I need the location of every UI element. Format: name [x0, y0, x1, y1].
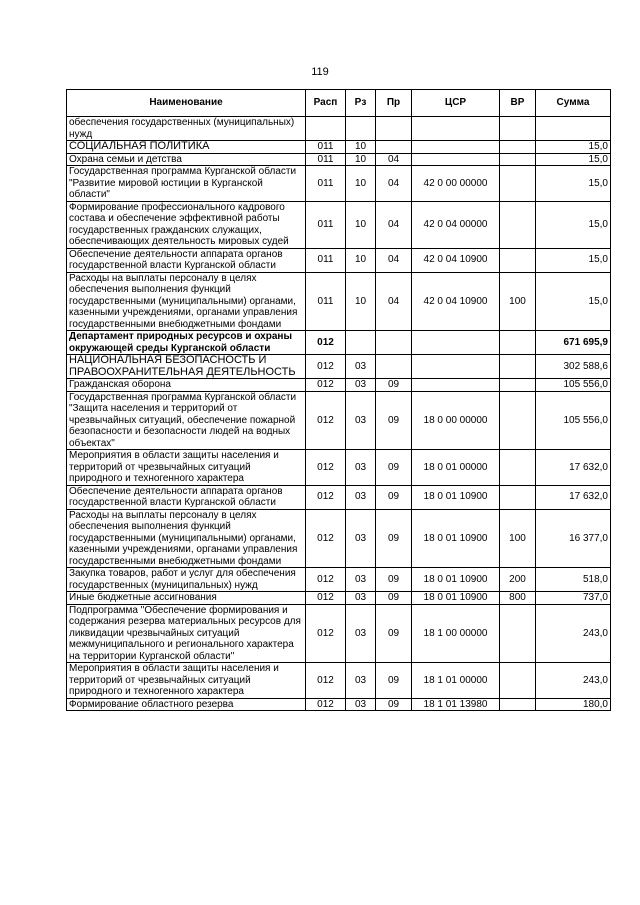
table-cell-rz: 03 — [346, 568, 376, 592]
table-cell-csr — [412, 379, 500, 392]
table-cell-sum: 17 632,0 — [536, 485, 611, 509]
table-cell-name: Обеспечение деятельности аппарата органов государственной власти Курганской области — [67, 485, 306, 509]
table-cell-csr — [412, 153, 500, 166]
table-cell-sum: 243,0 — [536, 604, 611, 663]
table-cell-sum: 15,0 — [536, 141, 611, 154]
table-cell-name: обеспечения государственных (муниципальных) нужд — [67, 117, 306, 141]
table-cell-rz: 03 — [346, 509, 376, 568]
table-cell-csr: 18 0 01 00000 — [412, 450, 500, 486]
table-cell-vr — [500, 391, 536, 450]
column-header-name: Наименование — [67, 90, 306, 117]
table-row — [67, 141, 611, 154]
table-cell-rz — [346, 331, 376, 355]
column-header-csr: ЦСР — [412, 90, 500, 117]
table-cell-rasp: 012 — [306, 331, 346, 355]
table-cell-rasp: 012 — [306, 604, 346, 663]
table-cell-csr: 42 0 04 10900 — [412, 272, 500, 331]
table-cell-sum: 15,0 — [536, 201, 611, 248]
table-cell-rasp — [306, 117, 346, 141]
table-row — [67, 153, 611, 166]
table-cell-pr: 09 — [376, 391, 412, 450]
table-cell-vr — [500, 166, 536, 202]
table-cell-sum: 17 632,0 — [536, 450, 611, 486]
table-row — [67, 663, 611, 699]
table-row — [67, 509, 611, 568]
table-cell-sum: 16 377,0 — [536, 509, 611, 568]
table-cell-rz — [346, 117, 376, 141]
table-cell-sum: 15,0 — [536, 272, 611, 331]
table-row — [67, 117, 611, 141]
table-cell-csr: 18 0 01 10900 — [412, 568, 500, 592]
table-row — [67, 272, 611, 331]
table-cell-rz: 03 — [346, 450, 376, 486]
table-cell-pr — [376, 141, 412, 154]
table-cell-rasp: 011 — [306, 272, 346, 331]
table-cell-name: Охрана семьи и детства — [67, 153, 306, 166]
table-cell-name: Государственная программа Курганской области "Развитие мировой юстиции в Курганской области" — [67, 166, 306, 202]
table-cell-rasp: 012 — [306, 379, 346, 392]
table-cell-sum: 243,0 — [536, 663, 611, 699]
table-cell-rasp: 012 — [306, 698, 346, 711]
table-cell-vr: 100 — [500, 272, 536, 331]
table-cell-pr — [376, 355, 412, 379]
table-cell-name: НАЦИОНАЛЬНАЯ БЕЗОПАСНОСТЬ И ПРАВООХРАНИТЕЛЬНАЯ ДЕЯТЕЛЬНОСТЬ — [67, 355, 306, 379]
table-row — [67, 450, 611, 486]
table-cell-vr — [500, 201, 536, 248]
table-cell-rz: 03 — [346, 604, 376, 663]
table-cell-csr: 18 0 01 10900 — [412, 509, 500, 568]
table-cell-rasp: 012 — [306, 509, 346, 568]
table-cell-csr: 18 1 00 00000 — [412, 604, 500, 663]
table-cell-pr: 09 — [376, 450, 412, 486]
table-cell-pr: 04 — [376, 166, 412, 202]
table-cell-rasp: 011 — [306, 201, 346, 248]
table-cell-rasp: 012 — [306, 592, 346, 605]
table-cell-rasp: 012 — [306, 450, 346, 486]
table-cell-pr: 04 — [376, 153, 412, 166]
table-cell-rasp: 012 — [306, 568, 346, 592]
table-header-row — [67, 90, 611, 117]
table-cell-rz: 10 — [346, 153, 376, 166]
table-cell-pr: 09 — [376, 663, 412, 699]
table-cell-sum: 105 556,0 — [536, 391, 611, 450]
table-cell-rasp: 011 — [306, 153, 346, 166]
table-cell-vr — [500, 117, 536, 141]
table-cell-sum: 671 695,9 — [536, 331, 611, 355]
table-cell-rz: 10 — [346, 201, 376, 248]
table-cell-sum: 15,0 — [536, 166, 611, 202]
column-header-rasp: Расп — [306, 90, 346, 117]
table-cell-vr: 100 — [500, 509, 536, 568]
table-cell-vr — [500, 604, 536, 663]
table-cell-csr: 18 1 01 13980 — [412, 698, 500, 711]
table-cell-vr: 200 — [500, 568, 536, 592]
table-cell-pr: 09 — [376, 509, 412, 568]
table-cell-rz: 03 — [346, 485, 376, 509]
table-cell-pr — [376, 117, 412, 141]
table-cell-vr — [500, 248, 536, 272]
table-cell-rasp: 012 — [306, 391, 346, 450]
table-cell-name: Формирование областного резерва — [67, 698, 306, 711]
table-cell-name: Формирование профессионального кадрового состава и обеспечение эффективной работы государственных гражданских служащих, обеспечивающих деятельность мировых судей — [67, 201, 306, 248]
budget-table — [66, 89, 611, 711]
table-cell-csr: 18 1 01 00000 — [412, 663, 500, 699]
table-row — [67, 698, 611, 711]
table-cell-rasp: 011 — [306, 248, 346, 272]
table-cell-csr — [412, 331, 500, 355]
table-cell-name: Государственная программа Курганской области "Защита населения и территорий от чрезвычайных ситуаций, обеспечение пожарной безопасности и безопасности людей на водных объектах" — [67, 391, 306, 450]
table-cell-name: Закупка товаров, работ и услуг для обеспечения государственных (муниципальных) нужд — [67, 568, 306, 592]
table-cell-name: Иные бюджетные ассигнования — [67, 592, 306, 605]
table-cell-vr — [500, 153, 536, 166]
table-row — [67, 592, 611, 605]
table-cell-pr — [376, 331, 412, 355]
table-cell-pr: 09 — [376, 485, 412, 509]
table-cell-vr — [500, 450, 536, 486]
table-cell-sum — [536, 117, 611, 141]
column-header-pr: Пр — [376, 90, 412, 117]
table-cell-pr: 09 — [376, 592, 412, 605]
table-cell-pr: 04 — [376, 201, 412, 248]
table-row — [67, 331, 611, 355]
table-cell-name: Департамент природных ресурсов и охраны окружающей среды Курганской области — [67, 331, 306, 355]
table-cell-pr: 04 — [376, 248, 412, 272]
table-cell-rz: 10 — [346, 166, 376, 202]
table-cell-name: Гражданская оборона — [67, 379, 306, 392]
table-cell-name: Подпрограмма "Обеспечение формирования и содержания резерва материальных ресурсов для ликвидации чрезвычайных ситуаций межмуниципального и регионального характера на территории Курганской области" — [67, 604, 306, 663]
table-cell-rz: 03 — [346, 379, 376, 392]
table-cell-vr — [500, 331, 536, 355]
table-cell-rz: 10 — [346, 272, 376, 331]
table-cell-rz: 03 — [346, 391, 376, 450]
table-row — [67, 568, 611, 592]
table-cell-csr — [412, 355, 500, 379]
table-cell-rasp: 011 — [306, 141, 346, 154]
table-cell-sum: 15,0 — [536, 153, 611, 166]
table-cell-csr: 18 0 00 00000 — [412, 391, 500, 450]
table-cell-csr: 42 0 04 00000 — [412, 201, 500, 248]
table-cell-name: Мероприятия в области защиты населения и территорий от чрезвычайных ситуаций природного и техногенного характера — [67, 450, 306, 486]
table-cell-sum: 302 588,6 — [536, 355, 611, 379]
table-cell-pr: 09 — [376, 568, 412, 592]
table-cell-csr: 42 0 04 10900 — [412, 248, 500, 272]
page-number: 119 — [311, 66, 329, 78]
table-cell-sum: 15,0 — [536, 248, 611, 272]
table-body — [67, 117, 611, 711]
table-cell-csr: 18 0 01 10900 — [412, 592, 500, 605]
table-cell-rasp: 011 — [306, 166, 346, 202]
column-header-rz: Рз — [346, 90, 376, 117]
table-cell-csr: 42 0 00 00000 — [412, 166, 500, 202]
table-cell-name: Расходы на выплаты персоналу в целях обеспечения выполнения функций государственными (муниципальными) органами, казенными учреждениями, органами управления государственными внебюджетными фондами — [67, 509, 306, 568]
table-cell-rasp: 012 — [306, 355, 346, 379]
table-row — [67, 485, 611, 509]
table-cell-name: СОЦИАЛЬНАЯ ПОЛИТИКА — [67, 141, 306, 154]
table-cell-pr: 09 — [376, 604, 412, 663]
table-row — [67, 379, 611, 392]
table-cell-sum: 737,0 — [536, 592, 611, 605]
table-cell-vr: 800 — [500, 592, 536, 605]
table-cell-pr: 09 — [376, 698, 412, 711]
table-cell-vr — [500, 485, 536, 509]
table-cell-name: Расходы на выплаты персоналу в целях обеспечения выполнения функций государственными (муниципальными) органами, казенными учреждениями, органами управления государственными внебюджетными фондами — [67, 272, 306, 331]
table-cell-vr — [500, 698, 536, 711]
table-cell-rz: 03 — [346, 663, 376, 699]
table-cell-rz: 03 — [346, 592, 376, 605]
table-cell-vr — [500, 379, 536, 392]
column-header-sum: Сумма — [536, 90, 611, 117]
table-cell-vr — [500, 355, 536, 379]
table-cell-vr — [500, 663, 536, 699]
table-cell-rz: 03 — [346, 698, 376, 711]
table-cell-pr: 09 — [376, 379, 412, 392]
table-cell-rz: 10 — [346, 141, 376, 154]
table-row — [67, 355, 611, 379]
table-cell-vr — [500, 141, 536, 154]
table-cell-csr: 18 0 01 10900 — [412, 485, 500, 509]
table-row — [67, 391, 611, 450]
table-cell-pr: 04 — [376, 272, 412, 331]
table-row — [67, 248, 611, 272]
table-cell-rz: 10 — [346, 248, 376, 272]
column-header-vr: ВР — [500, 90, 536, 117]
table-cell-rasp: 012 — [306, 485, 346, 509]
table-cell-csr — [412, 117, 500, 141]
table-cell-sum: 105 556,0 — [536, 379, 611, 392]
table-cell-csr — [412, 141, 500, 154]
table-cell-rz: 03 — [346, 355, 376, 379]
table-cell-name: Обеспечение деятельности аппарата органов государственной власти Курганской области — [67, 248, 306, 272]
table-cell-rasp: 012 — [306, 663, 346, 699]
table-cell-name: Мероприятия в области защиты населения и территорий от чрезвычайных ситуаций природного и техногенного характера — [67, 663, 306, 699]
table-row — [67, 166, 611, 202]
table-cell-sum: 180,0 — [536, 698, 611, 711]
table-row — [67, 201, 611, 248]
table-row — [67, 604, 611, 663]
table-cell-sum: 518,0 — [536, 568, 611, 592]
